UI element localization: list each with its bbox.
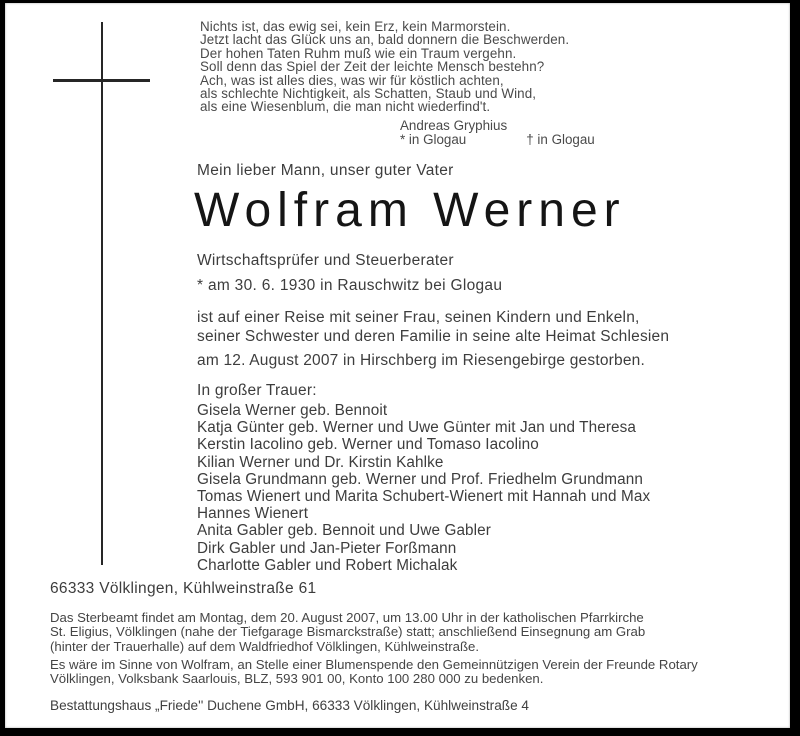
- mourner-line: Hannes Wienert: [197, 505, 309, 523]
- funeral-service-line: Das Sterbeamt findet am Montag, dem 20. August 2007, um 13.00 Uhr in der katholischen Pfarrkirche: [50, 610, 644, 625]
- birth-date-line: * am 30. 6. 1930 in Rauschwitz bei Glogau: [197, 277, 503, 294]
- poem-line: Ach, was ist alles dies, was wir für köstlich achten,: [200, 72, 504, 88]
- death-circumstances: [197, 308, 669, 346]
- poem-line: Jetzt lacht das Glück uns an, bald donnern die Beschwerden.: [200, 32, 570, 48]
- mourner-line: Kilian Werner und Dr. Kirstin Kahlke: [197, 453, 444, 471]
- funeral-service-line: St. Eligius, Völklingen (nahe der Tiefgarage Bismarckstraße) statt; anschließend Einsegnung am Grab: [50, 624, 646, 640]
- poem-line: als schlechte Nichtigkeit, als Schatten, Staub und Wind,: [200, 86, 537, 102]
- poem-author-born-note: * in Glogau: [400, 131, 467, 147]
- family-address: 66333 Völklingen, Kühlweinstraße 61: [50, 580, 317, 597]
- relation-intro-line: Mein lieber Mann, unser guter Vater: [197, 162, 454, 179]
- deceased-name: Wolfram Werner: [194, 184, 626, 237]
- donation-request-line: Völklingen, Volksbank Saarlouis, BLZ, 593 901 00, Konto 100 280 000 zu bedenken.: [50, 671, 544, 687]
- mourner-line: Dirk Gabler und Jan-Pieter Forßmann: [197, 539, 457, 557]
- funeral-home-line: Bestattungshaus „Friede'' Duchene GmbH, 66333 Völklingen, Kühlweinstraße 4: [50, 698, 529, 713]
- mourner-line: Tomas Wienert und Marita Schubert-Wienert mit Hannah und Max: [197, 488, 651, 506]
- poem-attribution-block: [400, 119, 595, 146]
- death-date-line: am 12. August 2007 in Hirschberg im Riesengebirge gestorben.: [197, 352, 645, 369]
- deceased-profession: Wirtschaftsprüfer und Steuerberater: [197, 252, 454, 269]
- mourner-line: Katja Günter geb. Werner und Uwe Günter mit Jan und Theresa: [197, 419, 636, 437]
- mourner-line: Gisela Grundmann geb. Werner und Prof. Friedhelm Grundmann: [197, 470, 643, 488]
- mourners-list: [197, 402, 650, 574]
- donation-request-info: [50, 658, 698, 687]
- funeral-service-line: (hinter der Trauerhalle) auf dem Waldfriedhof Völklingen, Kühlweinstraße.: [50, 638, 480, 654]
- poem-author: Andreas Gryphius: [400, 118, 508, 133]
- poem-line: Soll denn das Spiel der Zeit der leichte Mensch bestehn?: [200, 59, 545, 75]
- death-circumstances-line: seiner Schwester und deren Familie in seine alte Heimat Schlesien: [197, 328, 670, 345]
- latin-cross-horizontal-bar: [53, 79, 150, 82]
- donation-request-line: Es wäre im Sinne von Wolfram, an Stelle einer Blumenspende den Gemeinnützigen Verein der Freunde Rotary: [50, 657, 698, 672]
- poem-line: als eine Wiesenblum, die man nicht wiederfind't.: [200, 99, 491, 115]
- memorial-poem: [200, 20, 569, 114]
- poem-author-died-note: † in Glogau: [526, 131, 595, 147]
- obituary-card: [5, 3, 790, 728]
- funeral-service-info: [50, 611, 645, 654]
- mourning-header: In großer Trauer:: [197, 382, 317, 399]
- mourner-line: Gisela Werner geb. Bennoit: [197, 402, 388, 419]
- poem-line: Der hohen Taten Ruhm muß wie ein Traum vergehn.: [200, 45, 517, 61]
- poem-line: Nichts ist, das ewig sei, kein Erz, kein Marmorstein.: [200, 19, 511, 34]
- death-circumstances-line: ist auf einer Reise mit seiner Frau, seinen Kindern und Enkeln,: [197, 309, 640, 326]
- mourner-line: Charlotte Gabler und Robert Michalak: [197, 556, 458, 574]
- mourner-line: Kerstin Iacolino geb. Werner und Tomaso Iacolino: [197, 436, 539, 454]
- latin-cross-vertical-bar: [101, 22, 103, 565]
- mourner-line: Anita Gabler geb. Bennoit und Uwe Gabler: [197, 522, 491, 540]
